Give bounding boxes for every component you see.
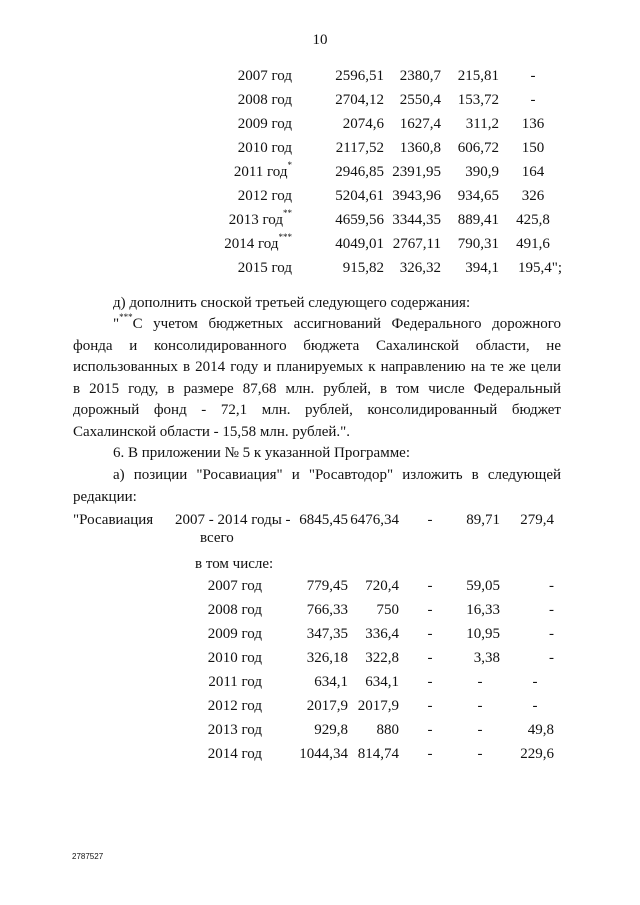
value-cell: 195,4"; [518,260,563,276]
footnote-line: дорожный фонд - 72,1 млн. рублей, консолидированный бюджет [73,402,561,418]
year-cell: 2015 год [237,260,292,276]
year-cell: 2008 год [207,602,262,618]
value-cell: 934,65 [457,188,499,204]
value-cell: 215,81 [457,68,499,84]
value-cell: 326,18 [306,650,348,666]
footnote-paragraph [73,314,561,443]
value-cell: 790,31 [457,236,499,252]
value-cell: 150 [521,140,545,156]
value-cell: 4659,56 [335,212,384,228]
year-cell: 2011 год [208,674,262,690]
value-cell: - [532,698,538,714]
including-label: в том числе: [195,556,274,572]
year-cell: 2013 год** [228,208,292,228]
value-cell: 880 [376,722,399,738]
value-cell: 491,6 [516,236,550,252]
value-cell: 59,05 [466,578,500,594]
value-cell: 2380,7 [399,68,441,84]
value-cell: 336,4 [365,626,399,642]
year-cell: 2014 год*** [224,232,292,252]
value-cell: 2117,52 [335,140,384,156]
value-cell: 326,32 [399,260,441,276]
value-cell: 634,1 [314,674,348,690]
year-cell: 2009 год [237,116,292,132]
page-number: 10 [312,32,328,48]
org-name: "Росавиация [73,512,154,528]
footnote-line: использованных в 2014 году и планируемых к направлению на те же цели [73,359,561,375]
value-cell: - [477,698,483,714]
value-cell: 279,4 [520,512,554,528]
value-cell: 2767,11 [392,236,441,252]
value-cell: - [427,650,433,666]
value-cell: 1044,34 [299,746,348,762]
value-cell: 720,4 [365,578,399,594]
value-cell: 1360,8 [399,140,441,156]
value-cell: 16,33 [466,602,500,618]
value-cell: 2704,12 [335,92,384,108]
value-cell: 229,6 [520,746,554,762]
year-cell: 2007 год [207,578,262,594]
value-cell: 2017,9 [306,698,348,714]
year-cell: 2009 год [207,626,262,642]
item-a-line: а) позиции "Росавиация" и "Росавтодор" изложить в следующей [113,467,561,483]
value-cell: - [549,626,554,642]
value-cell: 3943,96 [392,188,441,204]
value-cell: - [532,674,538,690]
year-cell: 2014 год [207,746,262,762]
item-d-paragraph: д) дополнить сноской третьей следующего содержания: [113,295,471,311]
value-cell: - [427,698,433,714]
value-cell: - [427,602,433,618]
value-cell: - [477,722,483,738]
item-a-line: редакции: [73,488,137,505]
year-cell: 2012 год [237,188,292,204]
value-cell: 49,8 [527,722,554,738]
value-cell: 2946,85 [335,164,384,180]
value-cell: 3344,35 [392,212,441,228]
total-word: всего [200,530,234,546]
value-cell: 2017,9 [357,698,399,714]
value-cell: 634,1 [365,674,399,690]
year-cell: 2013 год [207,722,262,738]
value-cell: - [427,578,433,594]
value-cell: 322,8 [365,650,399,666]
value-cell: 425,8 [516,212,550,228]
item-a-paragraph [73,465,561,508]
value-cell: 2550,4 [399,92,441,108]
value-cell: 750 [376,602,399,618]
value-cell: 6845,45 [299,512,348,528]
value-cell: - [427,512,433,528]
value-cell: 153,72 [457,92,499,108]
value-cell: - [427,746,433,762]
value-cell: 390,9 [465,164,499,180]
value-cell: 889,41 [457,212,499,228]
value-cell: - [549,602,554,618]
value-cell: 326 [521,188,545,204]
value-cell: 1627,4 [399,116,441,132]
item-6-paragraph: 6. В приложении № 5 к указанной Программе: [113,445,411,461]
value-cell: 814,74 [357,746,399,762]
value-cell: - [477,746,483,762]
value-cell: 347,35 [306,626,348,642]
value-cell: 915,82 [342,260,384,276]
year-cell: 2010 год [207,650,262,666]
value-cell: - [427,626,433,642]
value-cell: 311,2 [465,116,499,132]
value-cell: 3,38 [473,650,500,666]
value-cell: 136 [521,116,545,132]
value-cell: - [530,68,536,84]
value-cell: 164 [521,164,545,180]
footnote-line: в 2015 году, в размере 87,68 млн. рублей, в том числе Федеральный [73,380,561,397]
year-cell: 2011 год* [233,160,292,180]
value-cell: 2074,6 [342,116,384,132]
footnote-line: фонда и консолидированного бюджета Сахалинской области, не [73,337,561,354]
value-cell: 4049,01 [335,236,384,252]
value-cell: 779,45 [306,578,348,594]
value-cell: 394,1 [465,260,499,276]
document-id: 2787527 [72,852,104,861]
value-cell: 89,71 [466,512,500,528]
value-cell: 10,95 [466,626,500,642]
value-cell: - [530,92,536,108]
value-cell: 606,72 [457,140,499,156]
value-cell: - [477,674,483,690]
value-cell: 5204,61 [335,188,384,204]
value-cell: - [549,650,554,666]
period-label: 2007 - 2014 годы - [175,512,291,528]
value-cell: 929,8 [314,722,348,738]
year-cell: 2007 год [237,68,292,84]
value-cell: 6476,34 [350,512,399,528]
value-cell: 2391,95 [392,164,441,180]
value-cell: - [427,674,433,690]
year-cell: 2012 год [207,698,262,714]
value-cell: - [549,578,554,594]
year-cell: 2008 год [237,92,292,108]
footnote-line: Сахалинской области - 15,58 млн. рублей.". [73,423,351,440]
year-cell: 2010 год [237,140,292,156]
footnote-line: "***С учетом бюджетных ассигнований Федерального дорожного [113,312,561,332]
value-cell: - [427,722,433,738]
value-cell: 2596,51 [335,68,384,84]
value-cell: 766,33 [306,602,348,618]
